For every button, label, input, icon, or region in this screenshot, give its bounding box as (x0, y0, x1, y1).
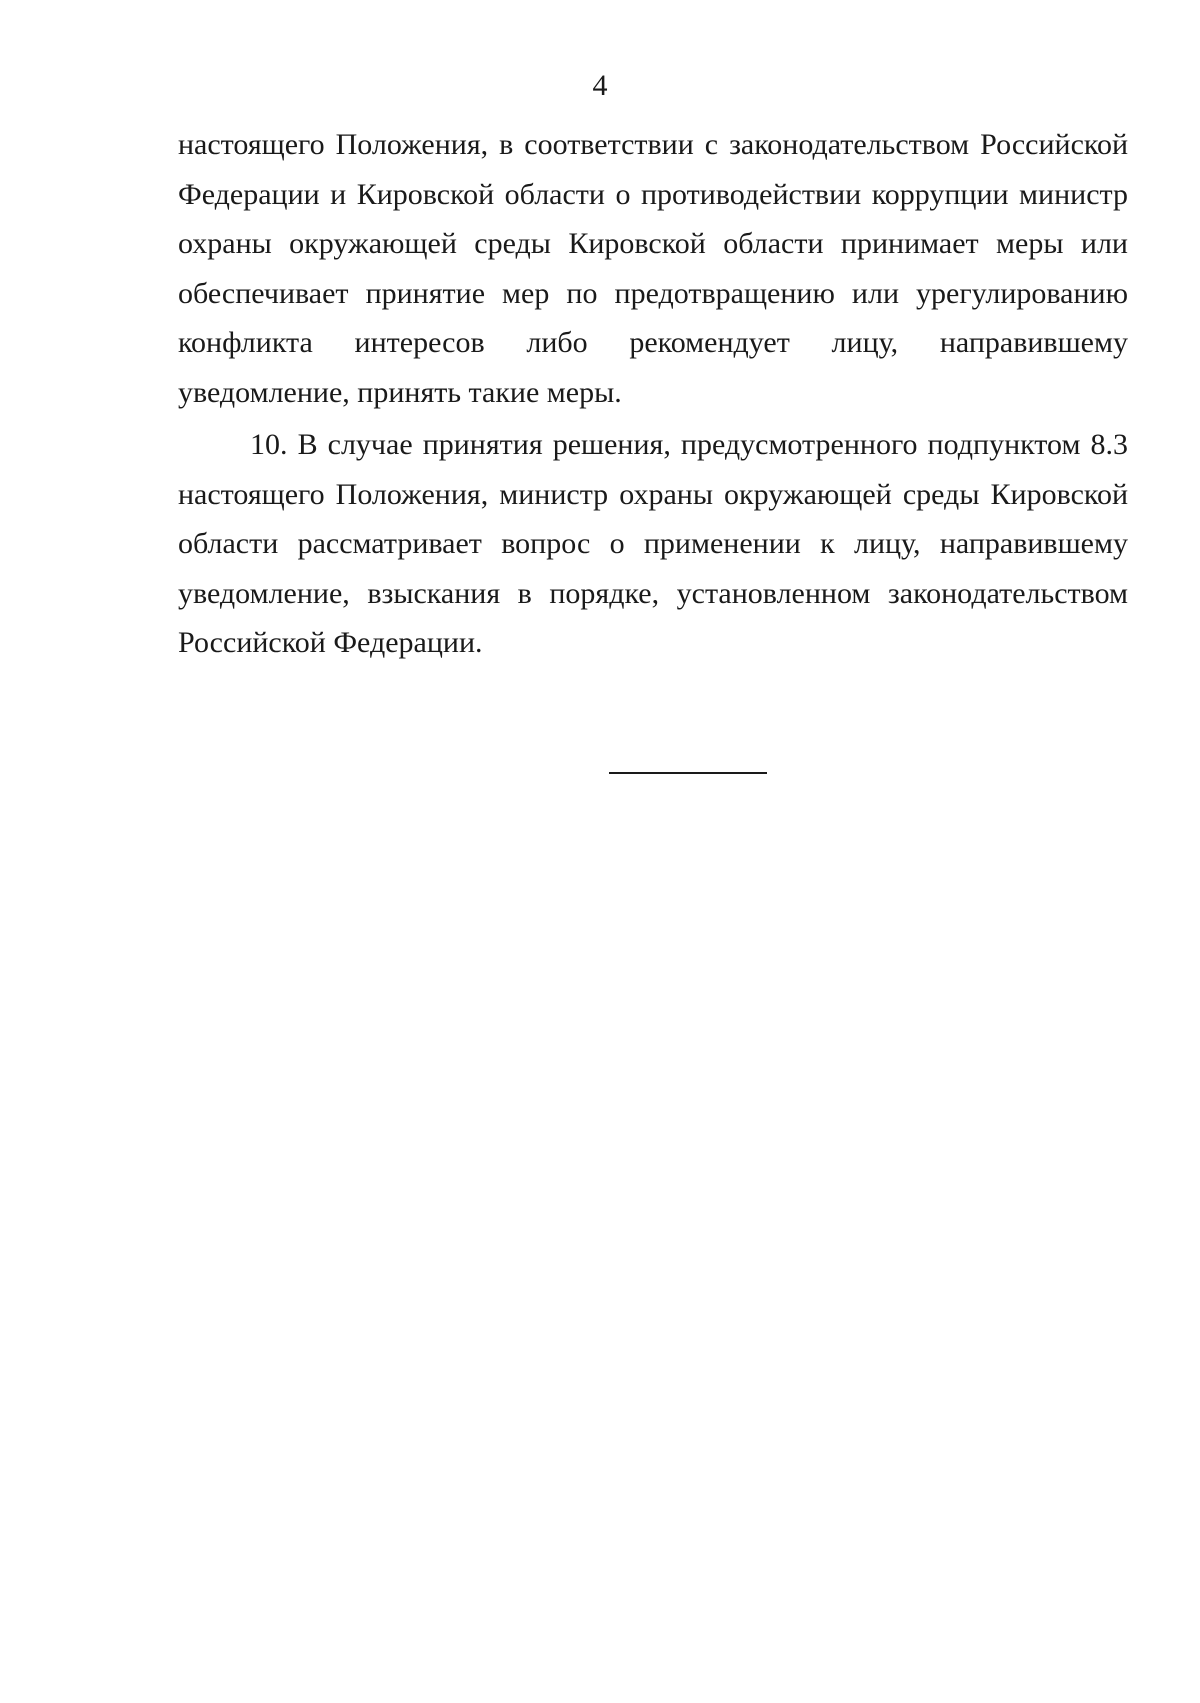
page-number: 4 (592, 69, 608, 102)
paragraph-continuation: настоящего Положения, в соответствии с законодательством Российской Федерации и Кировской области о противодействии коррупции министр охраны окружающей среды Кировской области принимает меры или обеспечивает принятие мер по предотвращению или урегулированию конфликта интересов либо рекомендует лицу, направившему уведомление, принять такие меры. (178, 128, 1128, 409)
end-of-document-rule (609, 772, 767, 774)
paragraph-10: 10. В случае принятия решения, предусмотренного подпунктом 8.3 настоящего Положения, министр охраны окружающей среды Кировской области рассматривает вопрос о применении к лицу, направившему уведомление, взыскания в порядке, установленном законодательством Российской Федерации. (178, 428, 1128, 660)
